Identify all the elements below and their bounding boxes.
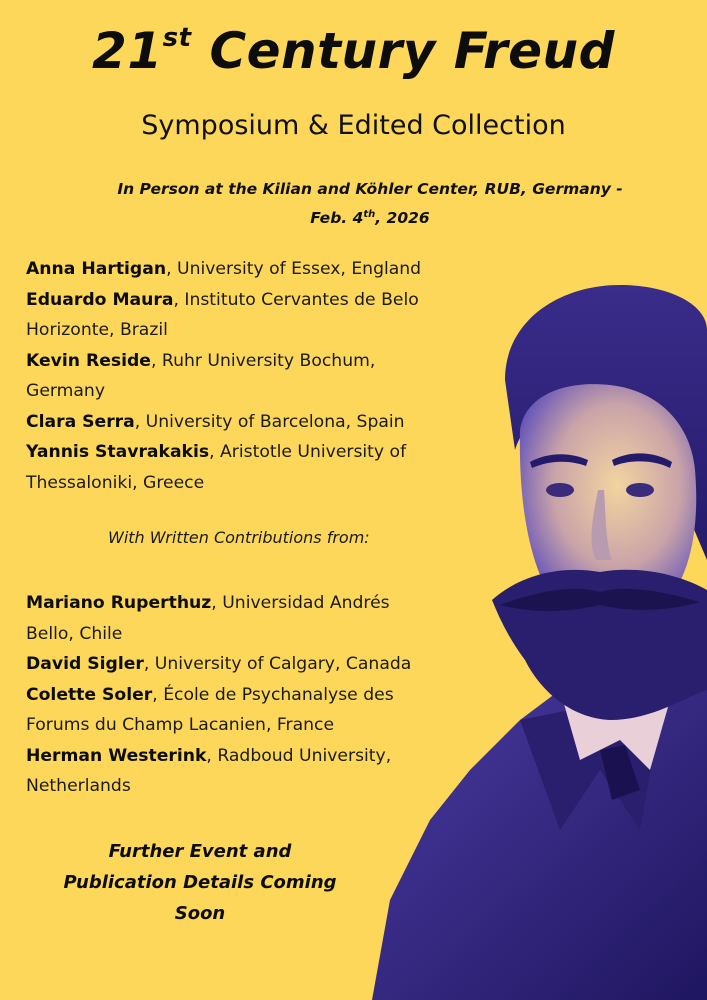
contributor-affiliation: , École de Psychanalyse des [152,684,394,705]
speaker-entry [26,437,506,498]
speaker-entry [26,254,506,285]
title-text: Century Freud [191,22,615,80]
title-number: 21 [92,22,163,80]
speaker-affiliation-cont: Germany [26,381,105,401]
contributor-affiliation-cont: Forums du Champ Lacanien, France [26,715,335,735]
speaker-name: Eduardo Maura [26,289,174,310]
footer-line: Soon [174,903,226,924]
location-line: In Person at the Kilian and Köhler Center, RUB, Germany - [117,180,623,198]
contributor-name: David Sigler [26,654,144,674]
event-location [40,176,700,231]
title-ordinal-suffix: st [162,23,192,54]
contributor-name: Herman Westerink [26,745,207,766]
contributions-heading: With Written Contributions from: [108,528,370,547]
speaker-list [26,254,506,498]
speaker-affiliation: , University of Barcelona, Spain [134,411,405,432]
contributor-affiliation: , Radboud University, [206,745,392,766]
speaker-name: Anna Hartigan [26,259,167,279]
speaker-affiliation: , Ruhr University Bochum, [150,350,376,371]
contributor-entry [26,680,506,741]
speaker-name: Clara Serra [26,411,135,432]
footer-line: Further Event and [108,841,292,862]
speaker-entry [26,346,506,407]
contributor-affiliation-cont: Bello, Chile [26,623,123,644]
contributor-affiliation-cont: Netherlands [26,776,131,796]
poster-title [0,22,707,80]
poster-subtitle: Symposium & Edited Collection [141,110,566,141]
speaker-affiliation-cont: Thessaloniki, Greece [26,472,205,493]
contributor-list [26,588,506,802]
footer-note [30,836,370,929]
speaker-name: Kevin Reside [26,350,151,371]
speaker-entry [26,407,506,438]
contributor-entry [26,649,506,680]
speaker-entry [26,285,506,346]
contributor-name: Colette Soler [26,684,153,705]
footer-line: Publication Details Coming [63,872,337,893]
contributor-entry [26,588,506,649]
speaker-name: Yannis Stavrakakis [26,442,210,462]
speaker-affiliation: , Instituto Cervantes de Belo [173,289,419,310]
speaker-affiliation-cont: Horizonte, Brazil [26,320,168,340]
contributor-affiliation: , Universidad Andrés [211,593,390,613]
speaker-affiliation: , Aristotle University of [209,442,407,462]
event-date: Feb. 4th, 2026 [310,209,430,228]
contributor-name: Mariano Ruperthuz [26,593,212,613]
contributor-entry [26,741,506,802]
speaker-affiliation: , University of Essex, England [166,259,422,279]
contributor-affiliation: , University of Calgary, Canada [143,654,412,674]
